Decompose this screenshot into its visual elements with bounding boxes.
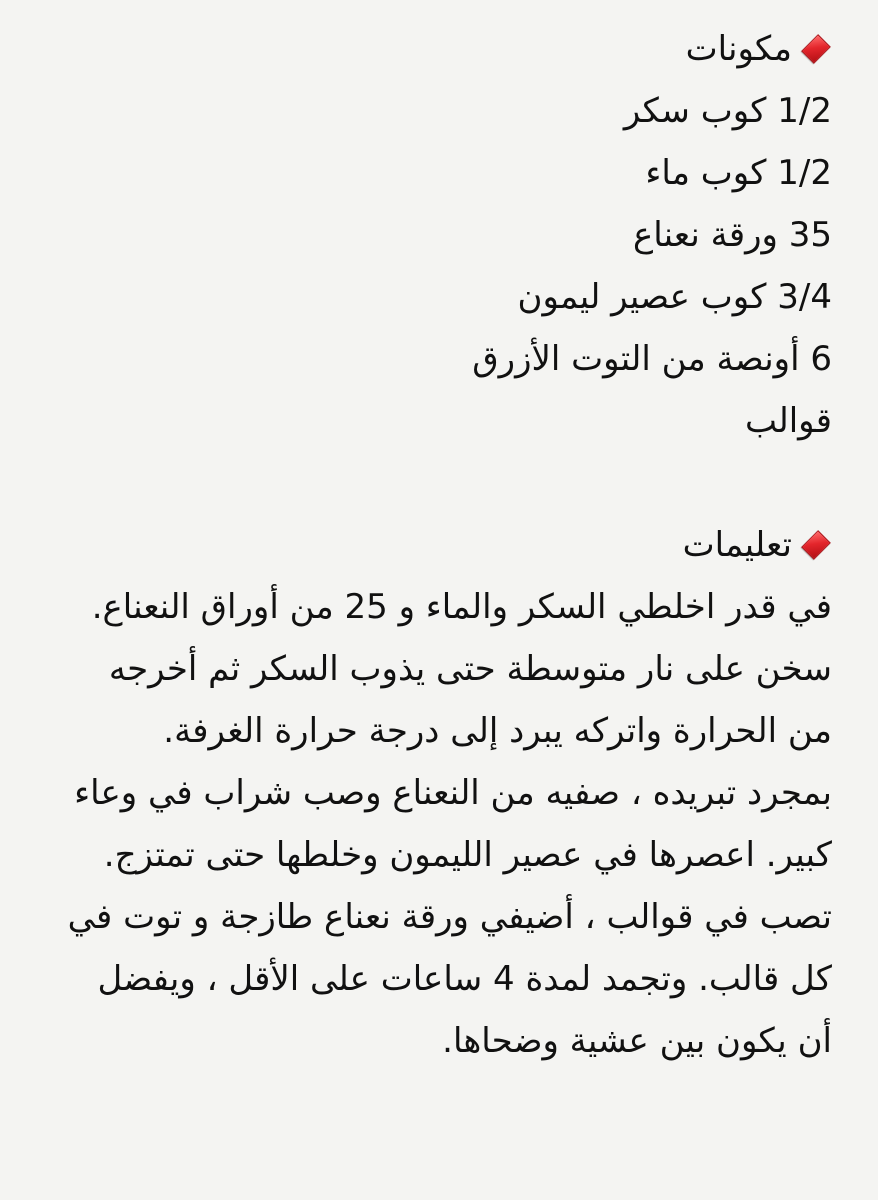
ingredient-item: 1/2 كوب ماء [645,153,832,193]
instruction-paragraph: تصب في قوالب ، أضيفي ورقة نعناع طازجة و توت في كل قالب. وتجمد لمدة 4 ساعات على الأقل ، ويفضل أن يكون بين عشية وضحاها. [67,897,832,1061]
instruction-paragraph: بمجرد تبريده ، صفيه من النعناع وصب شراب في وعاء كبير. اعصرها في عصير الليمون وخلطها حتى تمتزج. [74,773,832,875]
ingredient-item: 1/2 كوب سكر [623,91,832,131]
ingredient-item: قوالب [744,401,832,441]
ingredients-list [60,80,832,452]
red-diamond-icon [801,34,831,64]
instruction-paragraph: في قدر اخلطي السكر والماء و 25 من أوراق النعناع. سخن على نار متوسطة حتى يذوب السكر ثم أخرجه من الحرارة واتركه يبرد إلى درجة حرارة الغرفة. [91,587,832,751]
red-diamond-icon [801,530,831,560]
instructions-body [60,576,832,1072]
ingredient-item: 35 ورقة نعناع [633,215,832,255]
instructions-title: تعليمات [682,525,792,565]
instructions-heading [60,514,832,576]
ingredients-title: مكونات [685,29,792,69]
section-spacer [60,452,832,514]
ingredients-heading [60,18,832,80]
ingredient-item: 6 أونصة من التوت الأزرق [472,339,832,379]
ingredient-item: 3/4 كوب عصير ليمون [517,277,832,317]
